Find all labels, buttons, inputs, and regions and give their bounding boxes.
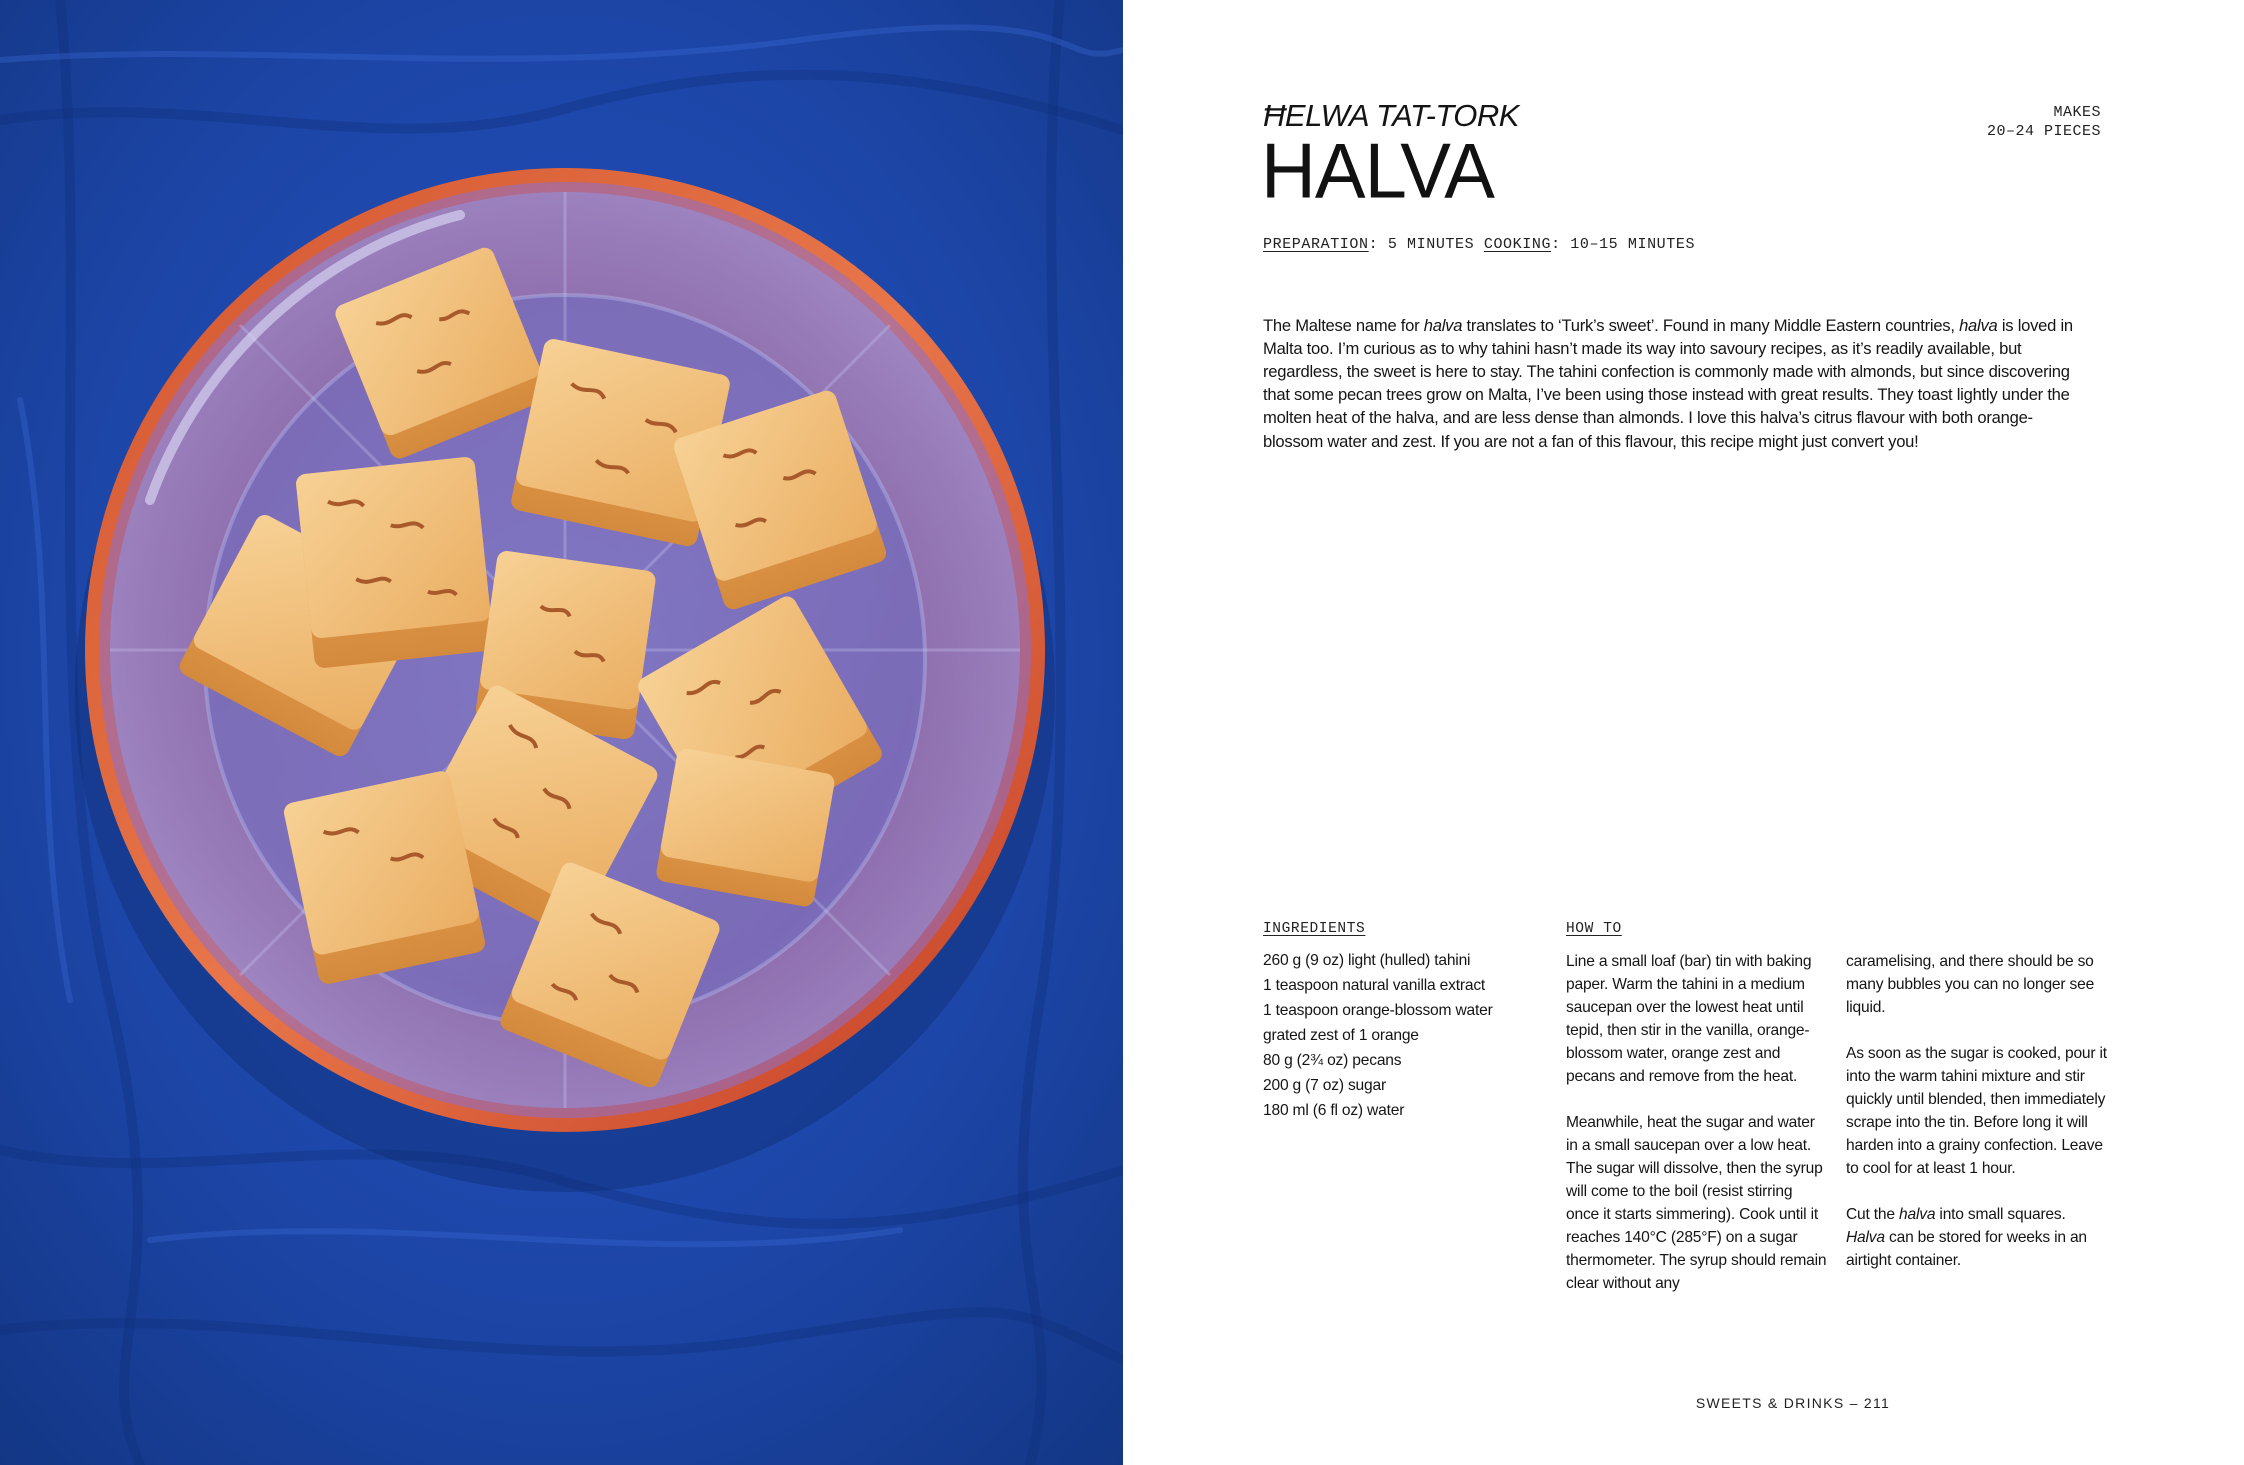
yield-value: 20–24 PIECES — [1986, 123, 2101, 140]
intro-text: translates to ‘Turk’s sweet’. Found in many Middle Eastern countries, — [1462, 315, 1960, 335]
intro-text: is loved in Malta too. I’m curious as to why tahini hasn’t made its way into savoury recipes, as it’s readily available, but regardless, the sweet is here to stay. The tahini confection is commonly made with almonds, but since discovering that some pecan trees grow on Malta, I’ve been using those instead with great results. They toast lightly under the molten heat of the halva, and are less dense than almonds. I love this halva’s citrus flavour with both orange-blossom water and zest. If you are not a fan of this flavour, this recipe might just convert you! — [1263, 315, 2073, 451]
method-step: Meanwhile, heat the sugar and water in a small saucepan over a low heat. The sugar will dissolve, then the syrup will come to the boil (resist stirring once it starts simmering). Cook until it reaches 140°C (285°F) on a sugar thermometer. The syrup should remain clear without any — [1566, 1114, 1827, 1292]
ingredients-heading: INGREDIENTS — [1263, 921, 1366, 937]
ingredient-item: 200 g (7 oz) sugar — [1263, 1077, 1386, 1094]
page-footer: SWEETS & DRINKS – 211 — [1695, 1395, 1891, 1411]
recipe-intro — [1263, 314, 2089, 453]
cooking-value: : 10–15 MINUTES — [1551, 236, 1696, 253]
cooking-label: COOKING — [1483, 236, 1552, 253]
preparation-value: : 5 MINUTES — [1368, 236, 1484, 253]
intro-emphasis: halva — [1959, 315, 1998, 335]
yield-label: MAKES — [2053, 104, 2101, 121]
intro-text: The Maltese name for — [1263, 315, 1424, 335]
ingredient-item: 260 g (9 oz) light (hulled) tahini — [1263, 952, 1471, 969]
method-text: can be stored for weeks in an airtight container. — [1846, 1229, 2087, 1269]
method-heading: HOW TO — [1566, 921, 1622, 937]
ingredient-item: 1 teaspoon orange-blossom water — [1263, 1002, 1493, 1019]
ingredient-item: grated zest of 1 orange — [1263, 1027, 1419, 1044]
method-step — [1846, 1203, 2108, 1272]
ingredient-item: 1 teaspoon natural vanilla extract — [1263, 977, 1486, 994]
method-column-2 — [1846, 950, 2108, 1295]
method-step: As soon as the sugar is cooked, pour it into the warm tahini mixture and stir quickly until blended, then immediately scrape into the tin. Before long it will harden into a grainy confection. Leave to cool for at least 1 hour. — [1846, 1045, 2107, 1177]
recipe-title: HALVA — [1261, 128, 1494, 215]
preparation-label: PREPARATION — [1263, 236, 1369, 253]
method-text: into small squares. — [1935, 1206, 2066, 1223]
recipe-yield — [1987, 103, 2101, 141]
ingredient-item: 180 ml (6 fl oz) water — [1263, 1102, 1405, 1119]
recipe-times — [1263, 236, 1695, 253]
method-step: caramelising, and there should be so many bubbles you can no longer see liquid. — [1846, 953, 2095, 1016]
method-text: Cut the — [1846, 1206, 1900, 1223]
ingredient-item: 80 g (2¾ oz) pecans — [1263, 1052, 1402, 1069]
method-column-1 — [1566, 950, 1828, 1318]
method-step: Line a small loaf (bar) tin with baking paper. Warm the tahini in a medium saucepan over the lowest heat until tepid, then stir in the vanilla, orange-blossom water, orange zest and pecans and remove from the heat. — [1566, 953, 1812, 1085]
ingredients-list — [1263, 948, 1493, 1123]
recipe-page — [1123, 0, 2244, 1465]
method-emphasis: halva — [1899, 1206, 1936, 1223]
recipe-maltese-name: ĦELWA TAT-TORK — [1263, 98, 1519, 133]
method-emphasis: Halva — [1846, 1229, 1885, 1246]
intro-emphasis: halva — [1423, 315, 1463, 335]
